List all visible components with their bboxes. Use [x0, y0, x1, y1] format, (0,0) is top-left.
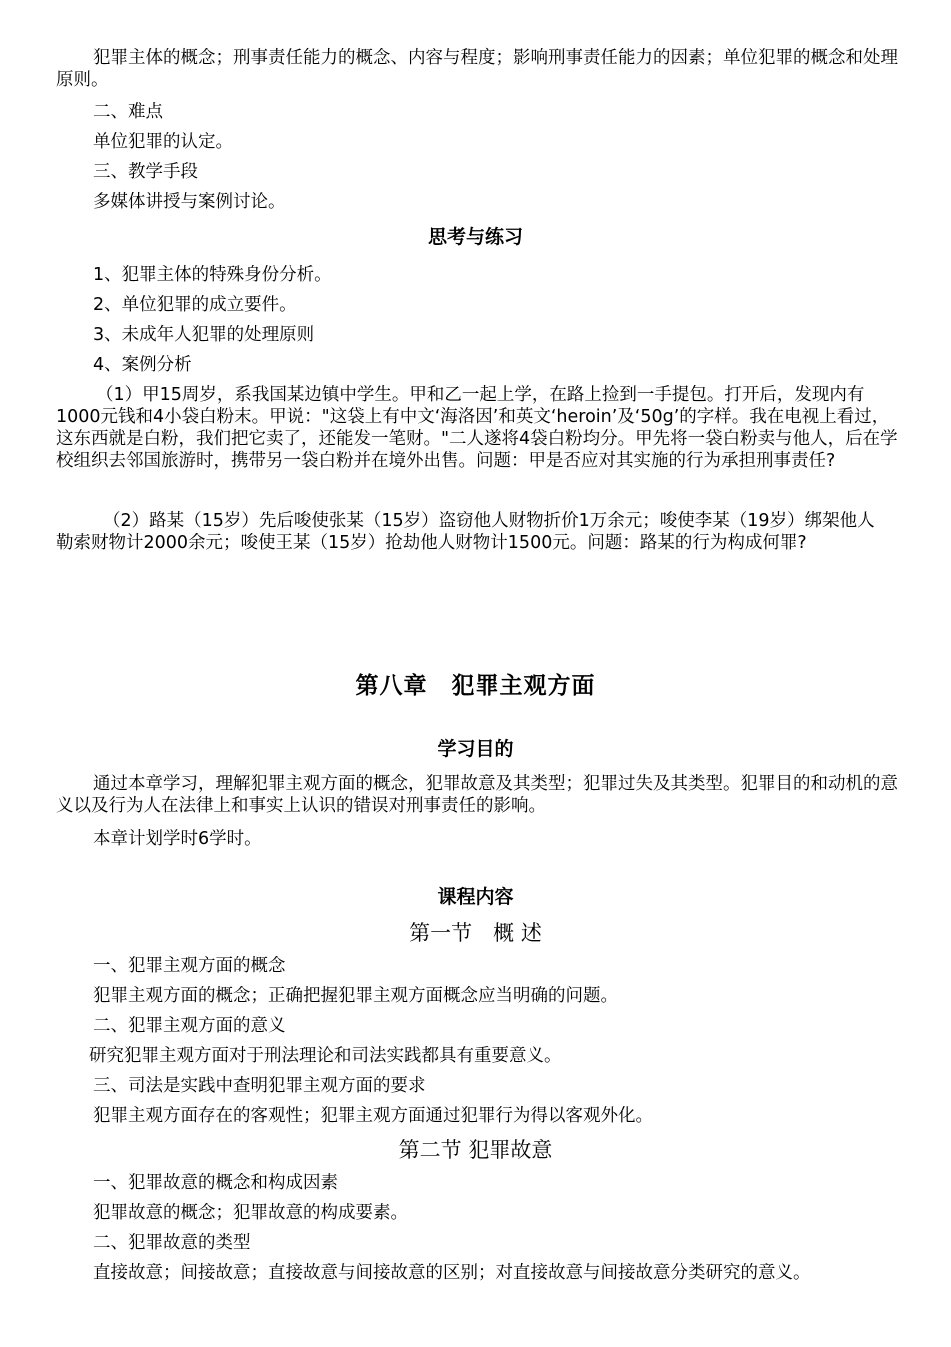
section-2-title: 第二节 犯罪故意 — [398, 1138, 553, 1162]
objectives-title: 学习目的 — [437, 738, 514, 760]
section-1-line-1: 一、犯罪主观方面的概念 — [93, 956, 286, 976]
method-heading: 三、教学手段 — [93, 162, 198, 182]
content-title: 课程内容 — [437, 886, 514, 908]
method-text: 多媒体讲授与案例讨论。 — [93, 192, 286, 212]
case-2: （2）路某（15岁）先后唆使张某（15岁）盗窃他人财物折价1万余元；唆使李某（19岁）绑架他人勒索财物计2000余元；唆使王某（15岁）抢劫他人财物计1500元。问题：路某的行为构成何罪? — [56, 511, 875, 553]
section-1-line-4: 研究犯罪主观方面对于刑法理论和司法实践都具有重要意义。 — [89, 1046, 562, 1066]
difficulty-heading: 二、难点 — [93, 102, 163, 122]
hours-text: 本章计划学时6学时。 — [93, 829, 262, 849]
section-1-line-6: 犯罪主观方面存在的客观性；犯罪主观方面通过犯罪行为得以客观外化。 — [93, 1106, 653, 1126]
section-1-line-3: 二、犯罪主观方面的意义 — [93, 1016, 286, 1036]
difficulty-text: 单位犯罪的认定。 — [93, 132, 233, 152]
exercise-item-1: 1、犯罪主体的特殊身份分析。 — [93, 265, 332, 285]
section-2-line-4: 直接故意；间接故意；直接故意与间接故意的区别；对直接故意与间接故意分类研究的意义。 — [93, 1263, 811, 1283]
case-1: （1）甲15周岁，系我国某边镇中学生。甲和乙一起上学，在路上捡到一手提包。打开后，发现内有1000元钱和4小袋白粉末。甲说："这袋上有中文‘海洛因’和英文‘heroin’及‘50g’的字样。我在电视上看过，这东西就是白粉，我们把它卖了，还能发一笔财。"二人遂将4袋白粉均分。甲先将一袋白粉卖与他人，后在学校组织去邻国旅游时，携带另一袋白粉并在境外出售。问题：甲是否应对其实施的行为承担刑事责任? — [56, 385, 898, 471]
exercise-item-2: 2、单位犯罪的成立要件。 — [93, 295, 297, 315]
section-1-line-5: 三、司法是实践中查明犯罪主观方面的要求 — [93, 1076, 426, 1096]
exercises-title: 思考与练习 — [427, 226, 523, 248]
section-2-line-1: 一、犯罪故意的概念和构成因素 — [93, 1173, 338, 1193]
section-1-title: 第一节 概 述 — [409, 921, 542, 945]
chapter-title: 第八章 犯罪主观方面 — [355, 673, 596, 699]
section-1-line-2: 犯罪主观方面的概念；正确把握犯罪主观方面概念应当明确的问题。 — [93, 986, 618, 1006]
objectives-text: 通过本章学习，理解犯罪主观方面的概念，犯罪故意及其类型；犯罪过失及其类型。犯罪目的和动机的意义以及行为人在法律上和事实上认识的错误对刑事责任的影响。 — [56, 774, 898, 816]
section-2-line-2: 犯罪故意的概念；犯罪故意的构成要素。 — [93, 1203, 408, 1223]
exercise-item-3: 3、未成年人犯罪的处理原则 — [93, 325, 315, 345]
top-paragraph: 犯罪主体的概念；刑事责任能力的概念、内容与程度；影响刑事责任能力的因素；单位犯罪的概念和处理原则。 — [56, 48, 898, 90]
section-2-line-3: 二、犯罪故意的类型 — [93, 1233, 251, 1253]
exercise-item-4: 4、案例分析 — [93, 355, 192, 375]
